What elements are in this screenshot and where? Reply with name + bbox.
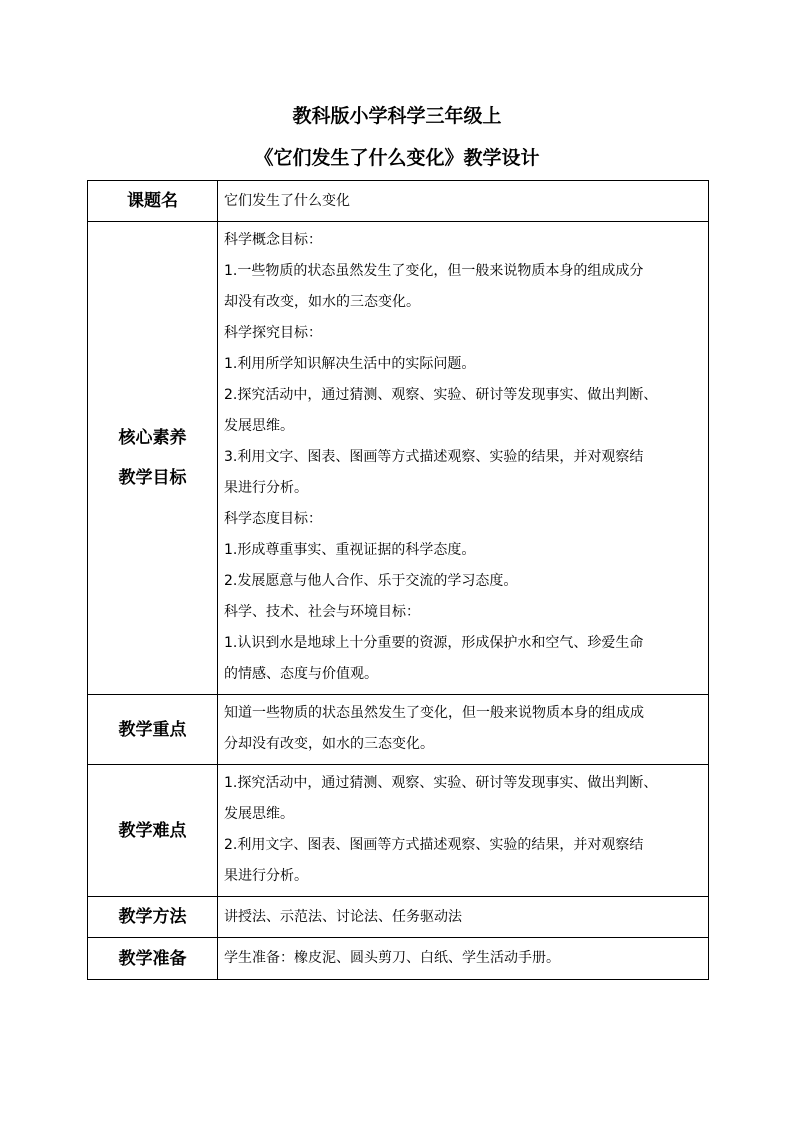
objectives-line: 1.一些物质的状态虽然发生了变化，但一般来说物质本身的组成成分 <box>224 263 644 279</box>
objectives-content <box>218 222 709 695</box>
objectives-line: 科学、技术、社会与环境目标： <box>224 604 420 620</box>
difficulties-line: 果进行分析。 <box>224 868 308 884</box>
lesson-plan-table <box>87 180 709 980</box>
preparation-label: 教学准备 <box>88 938 218 980</box>
table-row-key-points <box>88 695 709 765</box>
table-row-difficulties <box>88 765 709 897</box>
objectives-line: 却没有改变，如水的三态变化。 <box>224 294 420 310</box>
objectives-line: 1.认识到水是地球上十分重要的资源，形成保护水和空气、珍爱生命 <box>224 635 644 651</box>
difficulties-line: 2.利用文字、图表、图画等方式描述观察、实验的结果，并对观察结 <box>224 837 644 853</box>
objectives-line: 科学态度目标： <box>224 511 322 527</box>
objectives-line: 的情感、态度与价值观。 <box>224 666 378 682</box>
document-title: 教科版小学科学三年级上 <box>292 105 502 127</box>
topic-label: 课题名 <box>88 181 218 222</box>
difficulties-label: 教学难点 <box>88 765 218 897</box>
methods-label: 教学方法 <box>88 897 218 938</box>
objectives-line: 科学探究目标： <box>224 325 322 341</box>
objectives-label <box>88 222 218 695</box>
preparation-value: 学生准备：橡皮泥、圆头剪刀、白纸、学生活动手册。 <box>218 938 709 980</box>
objectives-line: 果进行分析。 <box>224 480 308 496</box>
document-subtitle: 《它们发生了什么变化》教学设计 <box>254 147 540 169</box>
key-points-label: 教学重点 <box>88 695 218 765</box>
objectives-line: 3.利用文字、图表、图画等方式描述观察、实验的结果，并对观察结 <box>224 449 644 465</box>
table-row-methods <box>88 897 709 938</box>
objectives-label-line1: 核心素养 <box>118 428 187 448</box>
objectives-line: 2.发展愿意与他人合作、乐于交流的学习态度。 <box>224 573 518 589</box>
objectives-line: 发展思维。 <box>224 418 294 434</box>
table-row-preparation <box>88 938 709 980</box>
objectives-line: 2.探究活动中，通过猜测、观察、实验、研讨等发现事实、做出判断、 <box>224 387 658 403</box>
topic-value: 它们发生了什么变化 <box>218 181 709 222</box>
methods-value: 讲授法、示范法、讨论法、任务驱动法 <box>218 897 709 938</box>
table-row-topic <box>88 181 709 222</box>
objectives-line: 1.利用所学知识解决生活中的实际问题。 <box>224 356 476 372</box>
key-points-line: 知道一些物质的状态虽然发生了变化，但一般来说物质本身的组成成 <box>224 705 644 721</box>
key-points-content <box>218 695 709 765</box>
difficulties-content <box>218 765 709 897</box>
key-points-line: 分却没有改变，如水的三态变化。 <box>224 736 434 752</box>
difficulties-line: 发展思维。 <box>224 806 294 822</box>
objectives-line: 科学概念目标： <box>224 232 322 248</box>
objectives-line: 1.形成尊重事实、重视证据的科学态度。 <box>224 542 476 558</box>
difficulties-line: 1.探究活动中，通过猜测、观察、实验、研讨等发现事实、做出判断、 <box>224 775 658 791</box>
table-row-objectives <box>88 222 709 695</box>
objectives-label-line2: 教学目标 <box>118 468 187 488</box>
